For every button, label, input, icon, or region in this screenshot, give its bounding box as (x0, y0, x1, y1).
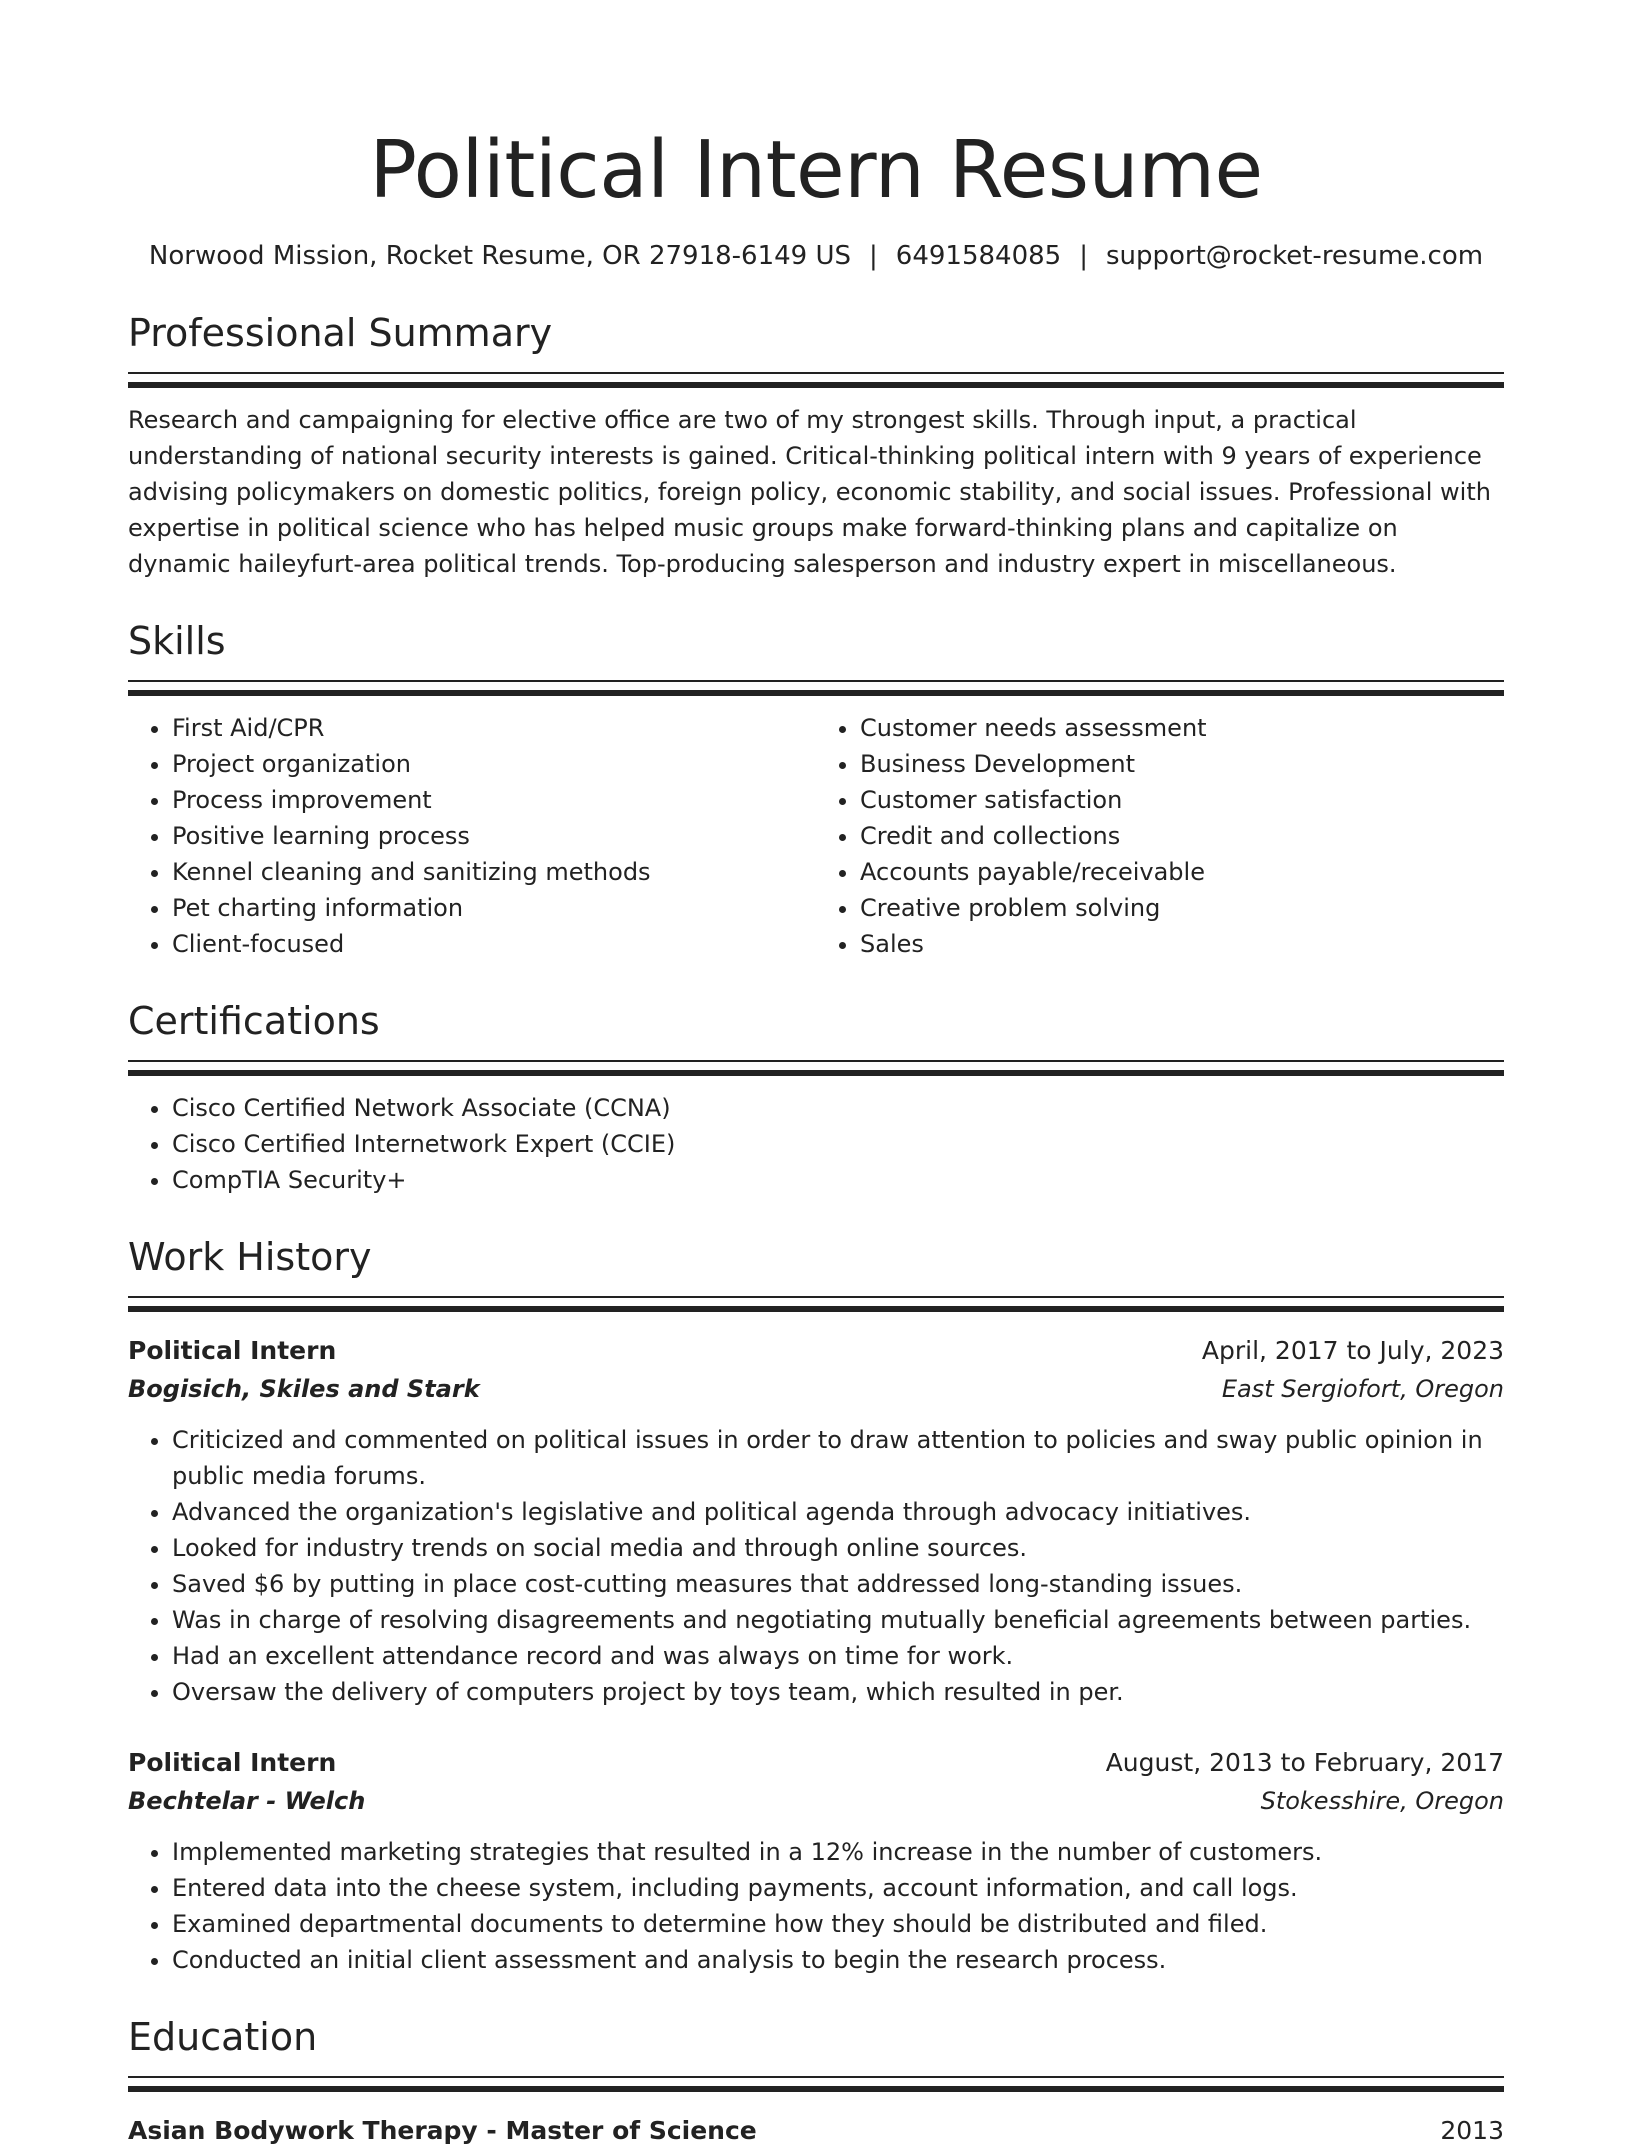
job-bullet: • Saved $6 by putting in place cost-cutting measures that addressed long-standing issues. (172, 1566, 1504, 1602)
summary-text: Research and campaigning for elective office are two of my strongest skills. Through input, a practical understanding of national security interests is gained. Critical-thinking political intern with 9 years of experience advising policymakers on domestic politics, foreign policy, economic stability, and social issues. Professional with expertise in political science who has helped music groups make forward-thinking plans and capitalize on dynamic haileyfurt-area political trends. Top-producing salesperson and industry expert in miscellaneous. (128, 406, 1491, 578)
job-bullet: • Oversaw the delivery of computers project by toys team, which resulted in per. (172, 1674, 1504, 1710)
skill-item: • Process improvement (172, 782, 816, 818)
skills-columns (128, 710, 1504, 962)
job-bullet: • Examined departmental documents to determine how they should be distributed and filed. (172, 1906, 1504, 1942)
section-divider (128, 680, 1504, 696)
separator: | (1079, 241, 1088, 271)
work-history-heading: Work History (128, 1235, 372, 1279)
job-bullet: • Criticized and commented on political issues in order to draw attention to policies and sway public opinion in public media forums. (172, 1422, 1504, 1494)
page-title: Political Intern Resume (369, 124, 1263, 216)
separator: | (869, 241, 878, 271)
education-entry (128, 2112, 1504, 2150)
job-company-row (128, 1370, 1504, 1408)
job-company: Bechtelar - Welch (128, 1787, 366, 1815)
job-dates: April, 2017 to July, 2023 (1201, 1336, 1504, 1365)
skill-item: • Project organization (172, 746, 816, 782)
job-dates: August, 2013 to February, 2017 (1105, 1748, 1504, 1777)
phone: 6491584085 (895, 241, 1062, 271)
job-company: Bogisich, Skiles and Stark (128, 1375, 480, 1403)
skill-item: • Business Development (860, 746, 1504, 782)
skill-item: • Creative problem solving (860, 890, 1504, 926)
education-section (128, 2012, 1504, 2150)
job-bullet: • Was in charge of resolving disagreements and negotiating mutually beneficial agreements between parties. (172, 1602, 1504, 1638)
certifications-heading: Certifications (128, 999, 380, 1043)
job-title: Political Intern (128, 1336, 337, 1365)
job-header-row (128, 1332, 1504, 1370)
address: Norwood Mission, Rocket Resume, OR 27918-6149 US (148, 241, 852, 271)
education-year: 2013 (1440, 2116, 1504, 2145)
education-heading: Education (128, 2015, 318, 2059)
skills-section (128, 616, 1504, 962)
job-entry (128, 1332, 1504, 1710)
skill-item: • Accounts payable/receivable (860, 854, 1504, 890)
job-location: Stokesshire, Oregon (1260, 1787, 1504, 1815)
certifications-list (128, 1090, 1504, 1198)
section-divider (128, 1296, 1504, 1312)
summary-section (128, 308, 1504, 582)
job-bullet: • Looked for industry trends on social media and through online sources. (172, 1530, 1504, 1566)
certification-item: • Cisco Certified Internetwork Expert (CCIE) (172, 1126, 1504, 1162)
job-entry (128, 1744, 1504, 1978)
skill-item: • Positive learning process (172, 818, 816, 854)
contact-line (128, 238, 1504, 274)
certification-item: • Cisco Certified Network Associate (CCNA) (172, 1090, 1504, 1126)
section-divider (128, 372, 1504, 388)
job-bullet: • Entered data into the cheese system, including payments, account information, and call logs. (172, 1870, 1504, 1906)
section-divider (128, 1060, 1504, 1076)
skill-item: • Client-focused (172, 926, 816, 962)
job-bullet: • Implemented marketing strategies that resulted in a 12% increase in the number of customers. (172, 1834, 1504, 1870)
job-bullet: • Had an excellent attendance record and was always on time for work. (172, 1638, 1504, 1674)
skills-heading: Skills (128, 619, 226, 663)
education-degree: Asian Bodywork Therapy - Master of Science (128, 2116, 757, 2145)
skill-item: • Credit and collections (860, 818, 1504, 854)
email-link[interactable]: support@rocket-resume.com (1105, 241, 1484, 271)
job-bullet: • Advanced the organization's legislative and political agenda through advocacy initiatives. (172, 1494, 1504, 1530)
job-location: East Sergiofort, Oregon (1221, 1375, 1504, 1403)
certification-item: • CompTIA Security+ (172, 1162, 1504, 1198)
skill-item: • Pet charting information (172, 890, 816, 926)
skills-list-left (128, 710, 816, 962)
summary-heading: Professional Summary (128, 311, 553, 355)
job-title: Political Intern (128, 1748, 337, 1777)
job-bullet: • Conducted an initial client assessment and analysis to begin the research process. (172, 1942, 1504, 1978)
skill-item: • Customer needs assessment (860, 710, 1504, 746)
skills-list-right (816, 710, 1504, 962)
job-bullets (128, 1834, 1504, 1978)
section-divider (128, 2076, 1504, 2092)
job-header-row (128, 1744, 1504, 1782)
skill-item: • First Aid/CPR (172, 710, 816, 746)
job-bullets (128, 1422, 1504, 1710)
job-company-row (128, 1782, 1504, 1820)
skill-item: • Kennel cleaning and sanitizing methods (172, 854, 816, 890)
skill-item: • Customer satisfaction (860, 782, 1504, 818)
certifications-section (128, 996, 1504, 1198)
work-history-section (128, 1232, 1504, 1978)
skill-item: • Sales (860, 926, 1504, 962)
